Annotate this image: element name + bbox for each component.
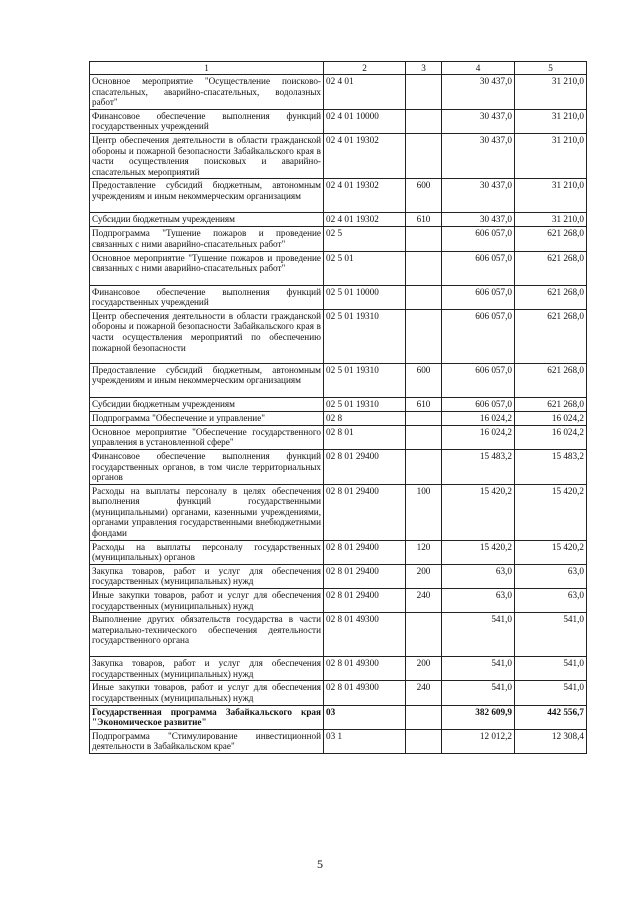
row-expense-type: 600 [406,363,442,397]
row-code: 02 8 01 29400 [324,589,406,613]
table-header-row [90,62,587,75]
table-row [90,397,587,411]
table-row [90,425,587,449]
row-name: Подпрограмма "Тушение пожаров и проведение связанных с ними аварийно-спасательных работ" [90,227,324,251]
table-row [90,75,587,110]
table-row [90,309,587,363]
row-code: 02 4 01 10000 [324,109,406,133]
row-amount-year-1: 12 012,2 [442,729,515,753]
row-amount-year-1: 30 437,0 [442,109,515,133]
row-code: 02 4 01 19302 [324,213,406,227]
row-name: Основное мероприятие "Обеспечение государственного управления в установленной сфере" [90,425,324,449]
row-amount-year-1: 541,0 [442,613,515,657]
row-name: Подпрограмма "Обеспечение и управление" [90,411,324,425]
row-amount-year-1: 541,0 [442,657,515,681]
table-row [90,179,587,213]
row-expense-type [406,251,442,285]
row-amount-year-2: 442 556,7 [515,705,587,729]
row-amount-year-2: 541,0 [515,613,587,657]
row-amount-year-2: 621 268,0 [515,363,587,397]
table-row [90,657,587,681]
row-name: Государственная программа Забайкальского края "Экономическое развитие" [90,705,324,729]
row-expense-type [406,613,442,657]
row-amount-year-2: 16 024,2 [515,425,587,449]
row-amount-year-1: 606 057,0 [442,251,515,285]
row-code: 02 5 01 [324,251,406,285]
row-code: 02 8 01 49300 [324,613,406,657]
row-expense-type: 120 [406,540,442,564]
table-row [90,363,587,397]
row-amount-year-1: 63,0 [442,564,515,588]
row-name: Центр обеспечения деятельности в области гражданской обороны и пожарной безопасности Забайкальского края в части осуществления мероприятий по обеспечению пожарной безопасности [90,309,324,363]
column-header: 2 [324,62,406,75]
row-amount-year-1: 15 483,2 [442,449,515,484]
row-amount-year-2: 15 420,2 [515,484,587,540]
row-name: Закупка товаров, работ и услуг для обеспечения государственных (муниципальных) нужд [90,657,324,681]
table-row [90,251,587,285]
row-amount-year-1: 15 420,2 [442,540,515,564]
row-amount-year-2: 63,0 [515,589,587,613]
row-amount-year-2: 31 210,0 [515,133,587,178]
row-expense-type [406,729,442,753]
row-amount-year-2: 621 268,0 [515,397,587,411]
row-amount-year-2: 621 268,0 [515,309,587,363]
row-expense-type: 610 [406,213,442,227]
row-amount-year-1: 16 024,2 [442,411,515,425]
row-code: 02 8 01 29400 [324,484,406,540]
row-amount-year-2: 31 210,0 [515,179,587,213]
row-code: 02 5 01 19310 [324,363,406,397]
row-amount-year-2: 541,0 [515,657,587,681]
row-amount-year-1: 16 024,2 [442,425,515,449]
row-expense-type: 200 [406,657,442,681]
row-name: Финансовое обеспечение выполнения функций государственных учреждений [90,285,324,309]
row-amount-year-1: 30 437,0 [442,179,515,213]
table-row [90,109,587,133]
row-name: Иные закупки товаров, работ и услуг для обеспечения государственных (муниципальных) нужд [90,589,324,613]
row-code: 02 4 01 19302 [324,133,406,178]
row-code: 03 [324,705,406,729]
row-amount-year-1: 606 057,0 [442,363,515,397]
row-amount-year-2: 12 308,4 [515,729,587,753]
row-code: 02 8 01 49300 [324,657,406,681]
row-code: 02 8 01 [324,425,406,449]
row-expense-type [406,133,442,178]
row-expense-type [406,227,442,251]
budget-table [89,61,587,754]
row-expense-type: 240 [406,589,442,613]
row-amount-year-2: 16 024,2 [515,411,587,425]
table-row [90,540,587,564]
row-amount-year-1: 606 057,0 [442,285,515,309]
row-amount-year-1: 606 057,0 [442,397,515,411]
row-amount-year-1: 541,0 [442,681,515,705]
row-amount-year-1: 63,0 [442,589,515,613]
row-name: Субсидии бюджетным учреждениям [90,397,324,411]
row-code: 02 4 01 19302 [324,179,406,213]
row-name: Основное мероприятие "Тушение пожаров и проведение связанных с ними аварийно-спасательных работ" [90,251,324,285]
row-name: Центр обеспечения деятельности в области гражданской обороны и пожарной безопасности Забайкальского края в части осуществления поисковых и аварийно-спасательных мероприятий [90,133,324,178]
table-row [90,213,587,227]
row-expense-type: 200 [406,564,442,588]
row-amount-year-2: 15 483,2 [515,449,587,484]
row-code: 02 8 01 49300 [324,681,406,705]
table-row [90,411,587,425]
row-expense-type [406,285,442,309]
table-row [90,133,587,178]
table-row [90,285,587,309]
row-expense-type [406,309,442,363]
row-expense-type: 610 [406,397,442,411]
row-amount-year-2: 15 420,2 [515,540,587,564]
row-amount-year-2: 621 268,0 [515,251,587,285]
row-expense-type: 240 [406,681,442,705]
column-header: 5 [515,62,587,75]
row-expense-type [406,705,442,729]
row-amount-year-1: 30 437,0 [442,75,515,110]
row-name: Закупка товаров, работ и услуг для обеспечения государственных (муниципальных) нужд [90,564,324,588]
table-row [90,681,587,705]
row-amount-year-1: 30 437,0 [442,133,515,178]
row-expense-type [406,411,442,425]
row-code: 02 8 01 29400 [324,449,406,484]
row-name: Подпрограмма "Стимулирование инвестиционной деятельности в Забайкальском крае" [90,729,324,753]
table-row [90,564,587,588]
row-code: 02 5 01 19310 [324,397,406,411]
row-name: Предоставление субсидий бюджетным, автономным учреждениям и иным некоммерческим организациям [90,179,324,213]
row-amount-year-2: 31 210,0 [515,213,587,227]
row-name: Финансовое обеспечение выполнения функций государственных учреждений [90,109,324,133]
row-expense-type: 600 [406,179,442,213]
row-name: Финансовое обеспечение выполнения функций государственных органов, в том числе территориальных органов [90,449,324,484]
row-amount-year-2: 541,0 [515,681,587,705]
row-amount-year-2: 31 210,0 [515,109,587,133]
row-code: 02 8 [324,411,406,425]
row-name: Субсидии бюджетным учреждениям [90,213,324,227]
row-amount-year-2: 621 268,0 [515,285,587,309]
table-row [90,227,587,251]
row-name: Предоставление субсидий бюджетным, автономным учреждениям и иным некоммерческим организациям [90,363,324,397]
row-expense-type [406,109,442,133]
row-expense-type [406,75,442,110]
row-amount-year-1: 30 437,0 [442,213,515,227]
row-amount-year-1: 15 420,2 [442,484,515,540]
row-code: 02 5 [324,227,406,251]
table-row [90,589,587,613]
row-name: Расходы на выплаты персоналу государственных (муниципальных) органов [90,540,324,564]
column-header: 1 [90,62,324,75]
page-number: 5 [317,857,323,871]
row-amount-year-1: 606 057,0 [442,309,515,363]
column-header: 3 [406,62,442,75]
row-code: 02 5 01 19310 [324,309,406,363]
table-row [90,705,587,729]
row-amount-year-2: 621 268,0 [515,227,587,251]
table-row [90,729,587,753]
row-amount-year-2: 31 210,0 [515,75,587,110]
table-row [90,484,587,540]
row-expense-type: 100 [406,484,442,540]
row-name: Иные закупки товаров, работ и услуг для обеспечения государственных (муниципальных) нужд [90,681,324,705]
row-code: 02 8 01 29400 [324,564,406,588]
row-amount-year-1: 606 057,0 [442,227,515,251]
table-row [90,613,587,657]
column-header: 4 [442,62,515,75]
row-expense-type [406,449,442,484]
row-code: 03 1 [324,729,406,753]
row-amount-year-1: 382 609,9 [442,705,515,729]
row-amount-year-2: 63,0 [515,564,587,588]
table-row [90,449,587,484]
row-expense-type [406,425,442,449]
row-name: Основное мероприятие "Осуществление поисково-спасательных, аварийно-спасательных, водолазных работ" [90,75,324,110]
row-code: 02 5 01 10000 [324,285,406,309]
row-name: Выполнение других обязательств государства в части материально-технического обеспечения деятельности государственного органа [90,613,324,657]
row-code: 02 4 01 [324,75,406,110]
row-name: Расходы на выплаты персоналу в целях обеспечения выполнения функций государственными (муниципальными) органами, казенными учреждениями, органами управления государственными внебюджетными фондами [90,484,324,540]
row-code: 02 8 01 29400 [324,540,406,564]
